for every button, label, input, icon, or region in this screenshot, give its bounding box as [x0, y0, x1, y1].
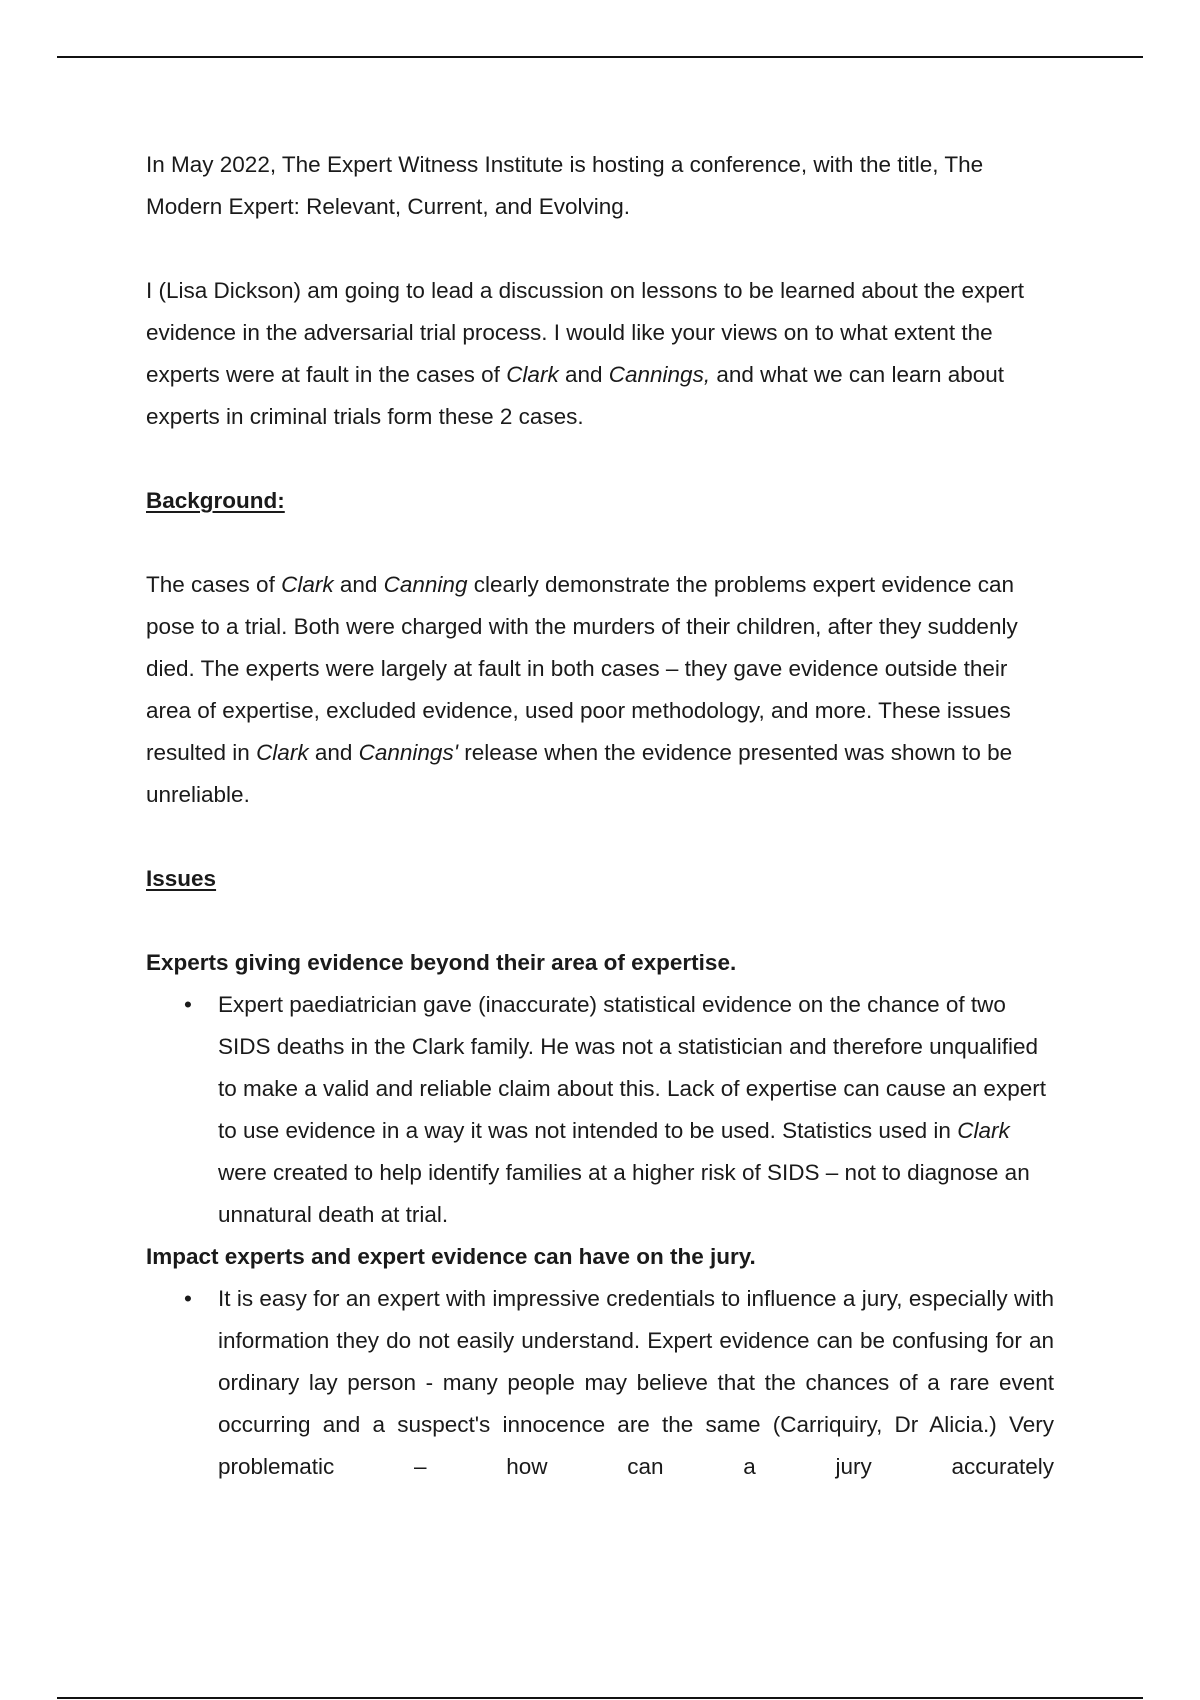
bullet-icon: • [184, 1286, 192, 1311]
issue-expertise-text [218, 984, 1054, 1236]
document-body [146, 144, 1054, 1488]
discussion-text-2: and [558, 362, 609, 387]
intro-paragraph: In May 2022, The Expert Witness Institute is hosting a conference, with the title, The Modern Expert: Relevant, Current, and Evolving. [146, 152, 984, 219]
issue-jury-text: It is easy for an expert with impressive credentials to influence a jury, especially with information they do not easily understand. Expert evidence can be confusing for an ordinary lay person - many people may believe that the chances of a rare event occurring and a suspect's innocence are the same (Carriquiry, Dr Alicia.) Very problematic – how can a jury accurately [218, 1286, 1054, 1479]
issues-heading: Issues [146, 866, 217, 891]
discussion-text-1: I (Lisa Dickson) am going to lead a discussion on lessons to be learned about the expert evidence in the adversarial trial process. I would like your views on to what extent the experts were at fault in the cases of [146, 278, 1025, 387]
case-name-clark: Clark [256, 740, 309, 765]
issue-expertise-heading: Experts giving evidence beyond their area of expertise. [146, 950, 737, 975]
case-name-cannings: Cannings' [358, 740, 458, 765]
case-name-cannings: Cannings, [608, 362, 711, 387]
issue-expertise-text-2: were created to help identify families at a higher risk of SIDS – not to diagnose an unnatural death at trial. [218, 1160, 1030, 1227]
discussion-text-3: and what we can learn about experts in criminal trials form these 2 cases. [146, 362, 1005, 429]
case-name-clark: Clark [506, 362, 559, 387]
case-name-clark: Clark [281, 572, 334, 597]
background-text-4: and [308, 740, 359, 765]
header-rule [57, 56, 1143, 58]
background-heading: Background: [146, 488, 285, 513]
background-text-5: release when the evidence presented was shown to be unreliable. [146, 740, 1013, 807]
case-name-canning: Canning [383, 572, 468, 597]
case-name-clark: Clark [957, 1118, 1010, 1143]
discussion-paragraph [146, 270, 1054, 438]
background-text-3: clearly demonstrate the problems expert evidence can pose to a trial. Both were charged with the murders of their children, after they suddenly died. The experts were largely at fault in both cases – they gave evidence outside their area of expertise, excluded evidence, used poor methodology, and more. These issues resulted in [146, 572, 1018, 765]
bullet-icon: • [184, 992, 192, 1017]
background-text-1: The cases of [146, 572, 282, 597]
list-item [146, 1278, 1054, 1488]
background-text-2: and [333, 572, 384, 597]
issue-expertise-text-1: Expert paediatrician gave (inaccurate) statistical evidence on the chance of two SIDS deaths in the Clark family. He was not a statistician and therefore unqualified to make a valid and reliable claim about this. Lack of expertise can cause an expert to use evidence in a way it was not intended to be used. Statistics used in [218, 992, 1046, 1143]
issue-jury-heading: Impact experts and expert evidence can have on the jury. [146, 1244, 756, 1269]
footer-rule [57, 1697, 1143, 1699]
list-item [146, 984, 1054, 1236]
background-paragraph [146, 564, 1054, 816]
